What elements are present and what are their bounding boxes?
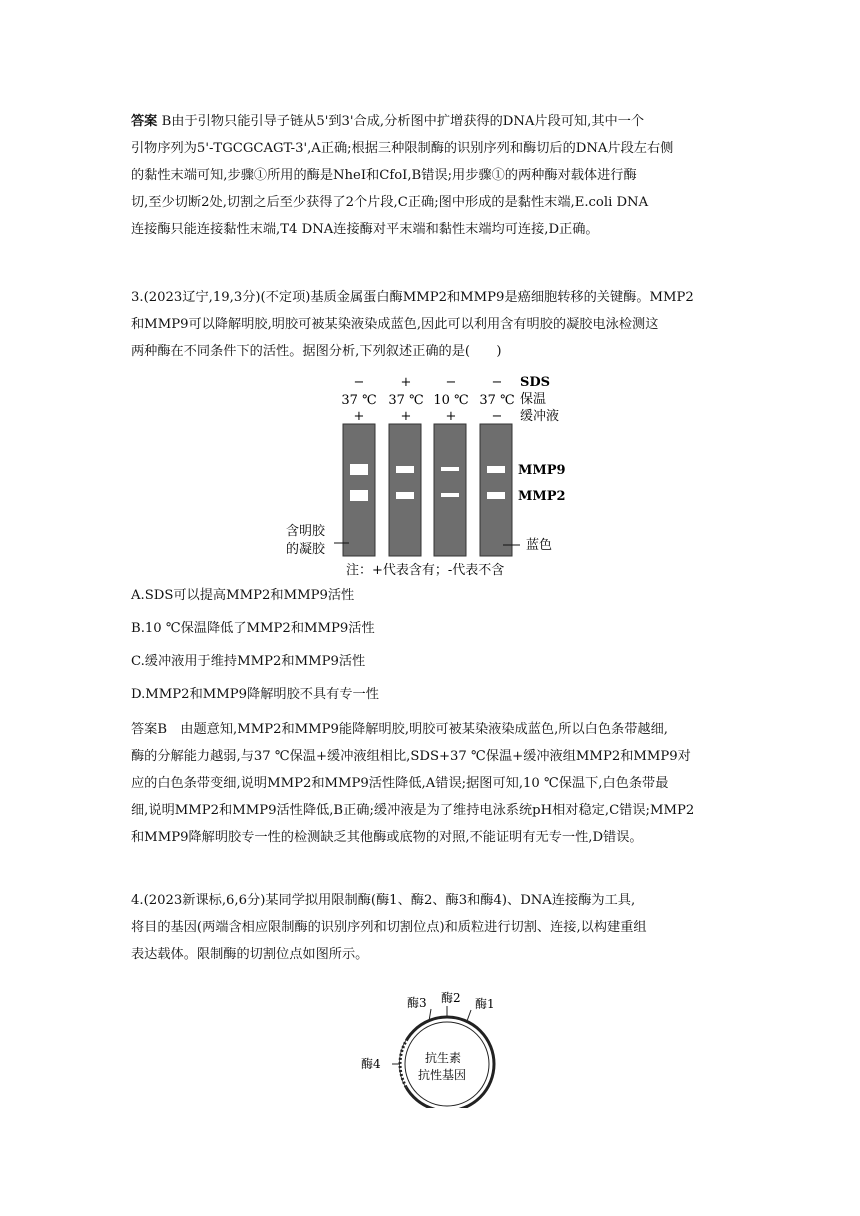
option-a: A.SDS可以提高MMP2和MMP9活性 (131, 588, 355, 603)
lane-1-header (341, 375, 376, 424)
lane-3-temp: 10 ℃ (433, 393, 469, 408)
question-line: 和MMP9可以降解明胶,明胶可被某染液染成蓝色,因此可以利用含有明胶的凝胶电泳检测这 (131, 317, 659, 332)
answer-block-3 (131, 716, 731, 851)
answer-line: 答案 B由于引物只能引导子链从5'到3'合成,分析图中扩增获得的DNA片段可知,其中一个 (131, 114, 645, 129)
blue-label: 蓝色 (526, 538, 553, 553)
band-lane-3-mmp9 (441, 467, 459, 471)
lane-3-header (433, 375, 468, 424)
question-line: 两种酶在不同条件下的活性。据图分析,下列叙述正确的是( ) (131, 344, 502, 359)
question-line: 4.(2023新课标,6,6分)某同学拟用限制酶(酶1、酶2、酶3和酶4)、DNA连接酶为工具, (131, 893, 636, 908)
lane-4-temp: 37 ℃ (479, 393, 515, 408)
band-lane-1-mmp2 (350, 490, 368, 501)
lane-2-sds: + (400, 375, 412, 390)
gel-lane-2 (389, 424, 421, 556)
lane-4-sds: − (491, 375, 503, 390)
answer-label: 答案 (131, 114, 158, 129)
gel-label-line1: 含明胶 (286, 524, 326, 539)
gel-lane-4 (480, 424, 512, 556)
mmp9-label: MMP9 (518, 463, 566, 478)
gel-lane-3 (434, 424, 466, 556)
enzyme1-tick (467, 1010, 471, 1021)
option-b: B.10 ℃保温降低了MMP2和MMP9活性 (131, 621, 375, 636)
answer-line: 的黏性末端可知,步骤①所用的酶是NheⅠ和CfoⅠ,B错误;用步骤①的两种酶对载体进行酶 (131, 168, 637, 183)
enzyme-4-label: 酶4 (361, 1057, 381, 1071)
question-line: 表达载体。限制酶的切割位点如图所示。 (131, 947, 369, 962)
lane-2-buffer: + (400, 409, 412, 424)
mmp2-label: MMP2 (518, 489, 566, 504)
answer-line: 和MMP9降解明胶专一性的检测缺乏其他酶或底物的对照,不能证明有无专一性,D错误。 (131, 830, 643, 845)
enzyme-3-label: 酶3 (407, 996, 427, 1010)
answer-line: 细,说明MMP2和MMP9活性降低,B正确;缓冲液是为了维持电泳系统pH相对稳定,C错误;MMP2 (131, 803, 695, 818)
lane-1-sds: − (353, 375, 365, 390)
gene-label-line1: 抗生素 (425, 1051, 462, 1065)
lane-2-header (388, 375, 423, 424)
buffer-row-label: 缓冲液 (520, 409, 560, 424)
plasmid-figure (355, 988, 515, 1108)
option-d: D.MMP2和MMP9降解明胶不具有专一性 (131, 687, 379, 702)
lane-4-buffer: − (491, 409, 503, 424)
incubation-row-label: 保温 (520, 392, 547, 407)
lane-3-buffer: + (445, 409, 457, 424)
answer-line: 酶的分解能力越弱,与37 ℃保温+缓冲液组相比,SDS+37 ℃保温+缓冲液组MMP2和MMP9对 (131, 749, 691, 764)
sds-row-label: SDS (520, 375, 551, 390)
answer-line: 答案B 由题意知,MMP2和MMP9能降解明胶,明胶可被某染液染成蓝色,所以白色条带越细, (131, 722, 668, 737)
enzyme-2-label: 酶2 (441, 991, 461, 1005)
enzyme-1-label: 酶1 (475, 997, 495, 1011)
question-line: 3.(2023辽宁,19,3分)(不定项)基质金属蛋白酶MMP2和MMP9是癌细胞转移的关键酶。MMP2 (131, 290, 694, 305)
band-lane-2-mmp9 (396, 466, 414, 473)
question-4-stem (131, 887, 731, 968)
answer-line: 切,至少切断2处,切割之后至少获得了2个片段,C正确;图中形成的是黏性末端,E.coli DNA (131, 195, 649, 210)
option-c: C.缓冲液用于维持MMP2和MMP9活性 (131, 654, 366, 669)
answer-line: 引物序列为5'-TGCGCAGT-3',A正确;根据三种限制酶的识别序列和酶切后的DNA片段左右侧 (131, 141, 674, 156)
lane-4-header (479, 375, 514, 424)
band-lane-2-mmp2 (396, 492, 414, 499)
lane-2-temp: 37 ℃ (388, 393, 424, 408)
answer-line: 连接酶只能连接黏性末端,T4 DNA连接酶对平末端和黏性末端均可连接,D正确。 (131, 222, 599, 237)
lane-1-temp: 37 ℃ (341, 393, 377, 408)
lane-1-buffer: + (353, 409, 365, 424)
gel-figure (276, 370, 596, 582)
figure-note: 注：+代表含有；-代表不含 (346, 563, 505, 578)
gel-label-line2: 的凝胶 (286, 542, 326, 557)
band-lane-3-mmp2 (441, 493, 459, 497)
lane-3-sds: − (445, 375, 457, 390)
band-lane-4-mmp2 (487, 492, 505, 499)
question-3-stem (131, 284, 731, 365)
gene-label-line2: 抗性基因 (418, 1068, 467, 1082)
question-line: 将目的基因(两端含相应限制酶的识别序列和切割位点)和质粒进行切割、连接,以构建重组 (131, 920, 647, 935)
answer-line: 应的白色条带变细,说明MMP2和MMP9活性降低,A错误;据图可知,10 ℃保温下,白色条带最 (131, 776, 669, 791)
answer-block-2 (131, 108, 731, 243)
band-lane-1-mmp9 (350, 464, 368, 475)
band-lane-4-mmp9 (487, 466, 505, 473)
